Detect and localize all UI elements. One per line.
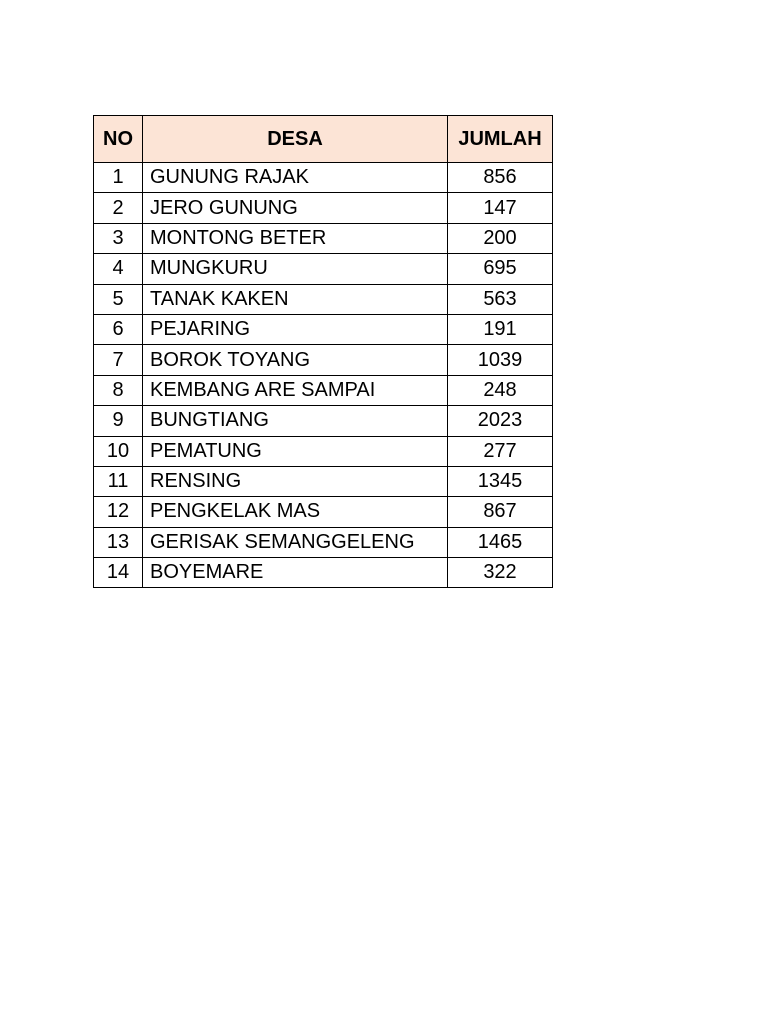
cell-no: 1 [94, 163, 143, 193]
desa-table [93, 115, 553, 588]
cell-jumlah: 147 [448, 193, 553, 223]
table-body [94, 163, 553, 588]
cell-no: 12 [94, 497, 143, 527]
header-no: NO [94, 116, 143, 163]
cell-no: 6 [94, 314, 143, 344]
cell-no: 2 [94, 193, 143, 223]
cell-desa: BUNGTIANG [143, 406, 448, 436]
cell-jumlah: 867 [448, 497, 553, 527]
table-row [94, 193, 553, 223]
table-row [94, 223, 553, 253]
cell-no: 11 [94, 466, 143, 496]
table-row [94, 284, 553, 314]
table-header-row [94, 116, 553, 163]
cell-desa: GUNUNG RAJAK [143, 163, 448, 193]
table-row [94, 375, 553, 405]
header-desa: DESA [143, 116, 448, 163]
cell-no: 10 [94, 436, 143, 466]
cell-desa: MUNGKURU [143, 254, 448, 284]
cell-jumlah: 1345 [448, 466, 553, 496]
table-row [94, 527, 553, 557]
cell-no: 9 [94, 406, 143, 436]
cell-desa: MONTONG BETER [143, 223, 448, 253]
cell-jumlah: 563 [448, 284, 553, 314]
cell-desa: TANAK KAKEN [143, 284, 448, 314]
table-row [94, 558, 553, 588]
table-row [94, 314, 553, 344]
cell-desa: KEMBANG ARE SAMPAI [143, 375, 448, 405]
cell-desa: BOYEMARE [143, 558, 448, 588]
table-row [94, 406, 553, 436]
cell-desa: PEJARING [143, 314, 448, 344]
cell-no: 5 [94, 284, 143, 314]
table-row [94, 466, 553, 496]
cell-no: 7 [94, 345, 143, 375]
table-row [94, 163, 553, 193]
cell-jumlah: 277 [448, 436, 553, 466]
cell-desa: PEMATUNG [143, 436, 448, 466]
cell-jumlah: 322 [448, 558, 553, 588]
cell-jumlah: 1465 [448, 527, 553, 557]
cell-desa: GERISAK SEMANGGELENG [143, 527, 448, 557]
header-jumlah: JUMLAH [448, 116, 553, 163]
cell-desa: BOROK TOYANG [143, 345, 448, 375]
cell-jumlah: 2023 [448, 406, 553, 436]
table-row [94, 497, 553, 527]
cell-desa: PENGKELAK MAS [143, 497, 448, 527]
cell-no: 8 [94, 375, 143, 405]
cell-jumlah: 1039 [448, 345, 553, 375]
cell-desa: JERO GUNUNG [143, 193, 448, 223]
cell-no: 14 [94, 558, 143, 588]
cell-jumlah: 191 [448, 314, 553, 344]
cell-desa: RENSING [143, 466, 448, 496]
cell-jumlah: 856 [448, 163, 553, 193]
cell-jumlah: 200 [448, 223, 553, 253]
table-row [94, 345, 553, 375]
cell-no: 4 [94, 254, 143, 284]
cell-no: 3 [94, 223, 143, 253]
table-row [94, 254, 553, 284]
cell-jumlah: 248 [448, 375, 553, 405]
cell-jumlah: 695 [448, 254, 553, 284]
cell-no: 13 [94, 527, 143, 557]
table-row [94, 436, 553, 466]
